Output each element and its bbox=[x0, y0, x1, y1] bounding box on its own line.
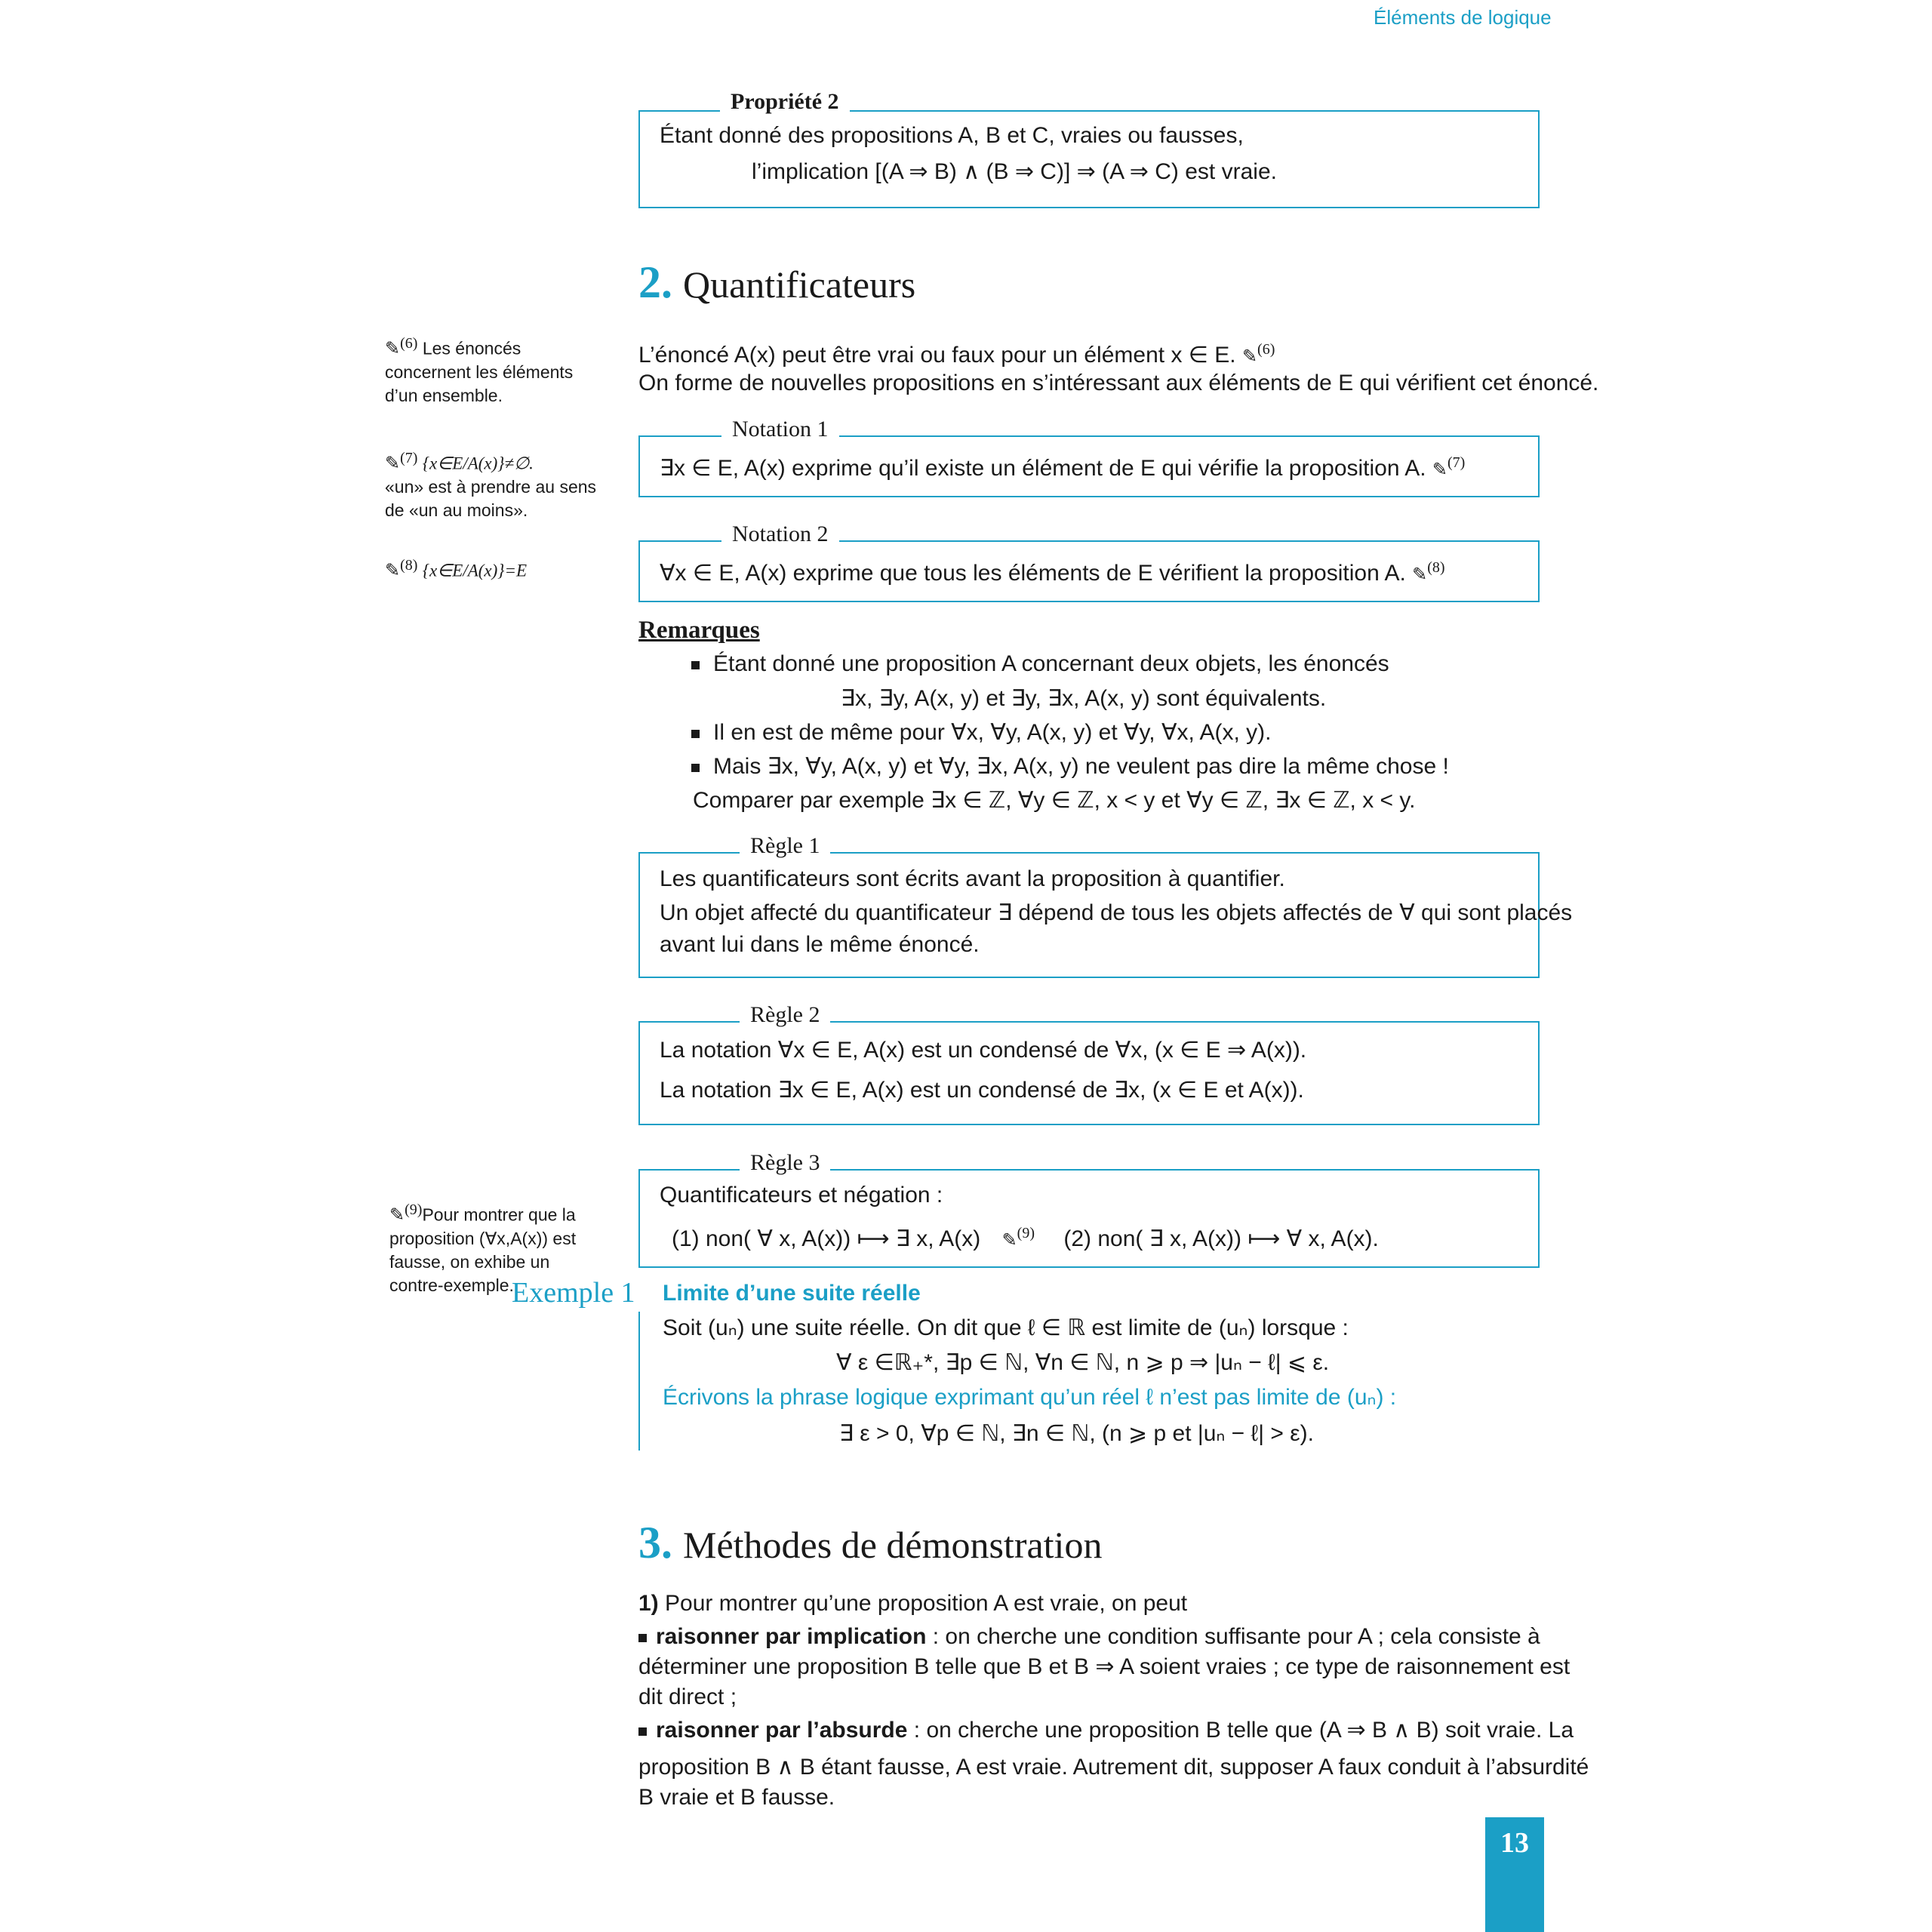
exemple-1-formula-2: ∃ ε > 0, ∀p ∈ ℕ, ∃n ∈ ℕ, (n ⩾ p et |uₙ − ℓ| > ε). bbox=[839, 1421, 1314, 1446]
sidenote-8-formula: {x∈E/A(x)}=E bbox=[422, 561, 528, 580]
note-ref-8: (8) bbox=[1427, 559, 1445, 576]
regle-3-title: Règle 3 bbox=[740, 1150, 830, 1176]
running-head: Éléments de logique bbox=[1374, 6, 1552, 29]
sidenote-6-label: (6) bbox=[400, 335, 418, 352]
exemple-1-label: Exemple 1 bbox=[512, 1277, 635, 1309]
regle-1-line-3: avant lui dans le même énoncé. bbox=[660, 932, 980, 957]
regle-1-title: Règle 1 bbox=[740, 833, 830, 859]
remarques-item-1-text: Étant donné une proposition A concernant deux objets, les énoncés bbox=[713, 651, 1389, 676]
notation-1-body: ∃x ∈ E, A(x) exprime qu’il existe un élément de E qui vérifie la proposition A. bbox=[660, 456, 1426, 481]
page-number: 13 bbox=[1500, 1827, 1529, 1859]
bullet-icon bbox=[638, 1727, 647, 1736]
regle-3-line-2 bbox=[672, 1218, 1379, 1256]
bullet-icon bbox=[638, 1634, 647, 1642]
remarques-item-2-text: Il en est de même pour ∀x, ∀y, A(x, y) et ∀y, ∀x, A(x, y). bbox=[713, 720, 1272, 745]
section-3-number: 3. bbox=[638, 1518, 672, 1567]
pencil-icon: ✎ bbox=[1241, 346, 1258, 367]
sidenote-9-label: (9) bbox=[405, 1201, 423, 1218]
section-3-p1 bbox=[638, 1589, 1187, 1619]
section-2-heading bbox=[638, 257, 915, 309]
section-2-intro-line-1 bbox=[638, 334, 1275, 372]
notation-1-title: Notation 1 bbox=[721, 417, 839, 442]
section-3-bullet-1-bold: raisonner par implication bbox=[656, 1624, 927, 1649]
exemple-1-formula-1: ∀ ε ∈ℝ₊*, ∃p ∈ ℕ, ∀n ∈ ℕ, n ⩾ p ⇒ |uₙ − ℓ| ⩽ ε. bbox=[836, 1350, 1330, 1375]
section-3-bullet-1-line-1 bbox=[638, 1622, 1540, 1652]
note-ref-7: (7) bbox=[1447, 454, 1466, 471]
regle-3-part-2: (2) non( ∃ x, A(x)) ⟼ ∀ x, A(x). bbox=[1063, 1226, 1379, 1251]
regle-2-line-2: La notation ∃x ∈ E, A(x) est un condensé de ∃x, (x ∈ E et A(x)). bbox=[660, 1078, 1304, 1103]
remarques-title: Remarques bbox=[638, 617, 760, 644]
sidenote-7 bbox=[385, 447, 604, 522]
remarques-item-1-formula: ∃x, ∃y, A(x, y) et ∃y, ∃x, A(x, y) sont équivalents. bbox=[841, 686, 1327, 711]
exemple-1-line-1: Soit (uₙ) une suite réelle. On dit que ℓ ∈ ℝ est limite de (uₙ) lorsque : bbox=[663, 1315, 1349, 1340]
section-2-title: Quantificateurs bbox=[683, 263, 916, 306]
sidenote-8-label: (8) bbox=[400, 557, 418, 574]
pencil-icon: ✎ bbox=[385, 453, 401, 474]
regle-2-title: Règle 2 bbox=[740, 1002, 830, 1028]
section-3-bullet-1-line-2: déterminer une proposition B telle que B et B ⇒ A soient vraies ; ce type de raisonnement est bbox=[638, 1654, 1571, 1679]
sidenote-8 bbox=[385, 554, 604, 583]
section-3-p1-text: Pour montrer qu’une proposition A est vraie, on peut bbox=[665, 1591, 1188, 1616]
section-3-bullet-1-line-3: dit direct ; bbox=[638, 1684, 737, 1709]
propriete-2-title: Propriété 2 bbox=[720, 89, 850, 115]
note-ref-6: (6) bbox=[1257, 341, 1275, 358]
propriete-2-line-2: l’implication [(A ⇒ B) ∧ (B ⇒ C)] ⇒ (A ⇒ C) est vraie. bbox=[752, 159, 1277, 184]
exemple-1-question: Écrivons la phrase logique exprimant qu’un réel ℓ n’est pas limite de (uₙ) : bbox=[663, 1385, 1397, 1410]
notation-2-title: Notation 2 bbox=[721, 521, 839, 547]
sidenote-6 bbox=[385, 332, 589, 408]
pencil-icon: ✎ bbox=[1001, 1230, 1017, 1251]
bullet-icon bbox=[691, 730, 700, 738]
regle-3-line-1: Quantificateurs et négation : bbox=[660, 1183, 943, 1208]
pencil-icon: ✎ bbox=[385, 560, 401, 581]
section-2-number: 2. bbox=[638, 257, 672, 307]
sidenote-9-text: Pour montrer que la proposition (∀x,A(x)) est fausse, on exhibe un contre-exemple. bbox=[389, 1204, 577, 1295]
notation-2-body: ∀x ∈ E, A(x) exprime que tous les éléments de E vérifient la proposition A. bbox=[660, 561, 1406, 586]
intro-text: L’énoncé A(x) peut être vrai ou faux pour un élément x ∈ E. bbox=[638, 343, 1236, 368]
regle-3-part-1: (1) non( ∀ x, A(x)) ⟼ ∃ x, A(x) bbox=[672, 1226, 981, 1251]
section-3-bullet-2-line-2: proposition B ∧ B étant fausse, A est vraie. Autrement dit, supposer A faux conduit à l’absurdité bbox=[638, 1755, 1589, 1780]
remarques-compare: Comparer par exemple ∃x ∈ ℤ, ∀y ∈ ℤ, x < y et ∀y ∈ ℤ, ∃x ∈ ℤ, x < y. bbox=[693, 788, 1416, 813]
section-3-bullet-2-line-3: B vraie et B fausse. bbox=[638, 1785, 835, 1810]
section-3-bullet-2-bold: raisonner par l’absurde bbox=[656, 1718, 908, 1743]
section-3-p1-number: 1) bbox=[638, 1591, 659, 1616]
section-3-title: Méthodes de démonstration bbox=[683, 1524, 1103, 1566]
propriete-2-line-1: Étant donné des propositions A, B et C, vraies ou fausses, bbox=[660, 123, 1244, 148]
sidenote-7-label: (7) bbox=[400, 450, 418, 466]
bullet-icon bbox=[691, 661, 700, 669]
exemple-1-title: Limite d’une suite réelle bbox=[663, 1281, 921, 1306]
section-2-intro-line-2: On forme de nouvelles propositions en s’intéressant aux éléments de E qui vérifient cet énoncé. bbox=[638, 371, 1599, 395]
pencil-icon: ✎ bbox=[1432, 460, 1448, 480]
section-3-bullet-2-line-1 bbox=[638, 1715, 1574, 1746]
remarques-item-2 bbox=[691, 718, 1272, 748]
regle-1-line-2: Un objet affecté du quantificateur ∃ dépend de tous les objets affectés de ∀ qui sont placés bbox=[660, 900, 1573, 925]
sidenote-6-text: Les énoncés concernent les éléments d’un ensemble. bbox=[385, 338, 574, 405]
pencil-icon: ✎ bbox=[1412, 565, 1428, 585]
regle-2-line-1: La notation ∀x ∈ E, A(x) est un condensé de ∀x, (x ∈ E ⇒ A(x)). bbox=[660, 1038, 1307, 1063]
remarques-item-1 bbox=[691, 649, 1389, 679]
remarques-item-3-text: Mais ∃x, ∀y, A(x, y) et ∀y, ∃x, A(x, y) ne veulent pas dire la même chose ! bbox=[713, 754, 1449, 779]
sidenote-7-formula: {x∈E/A(x)}≠∅. bbox=[422, 454, 534, 473]
section-3-bullet-2-text: : on cherche une proposition B telle que (A ⇒ B ∧ B) soit vraie. La bbox=[907, 1718, 1574, 1743]
remarques-item-3 bbox=[691, 752, 1449, 782]
exemple-1-rule bbox=[638, 1312, 640, 1451]
bullet-icon bbox=[691, 764, 700, 772]
regle-1-line-1: Les quantificateurs sont écrits avant la proposition à quantifier. bbox=[660, 866, 1285, 891]
notation-2-text bbox=[660, 552, 1445, 590]
pencil-icon: ✎ bbox=[385, 338, 401, 359]
sidenote-7-text: «un» est à prendre au sens de «un au moins». bbox=[385, 476, 597, 520]
note-ref-9: (9) bbox=[1017, 1225, 1035, 1241]
section-3-heading bbox=[638, 1517, 1102, 1569]
pencil-icon: ✎ bbox=[389, 1204, 405, 1226]
notation-1-text bbox=[660, 448, 1465, 485]
section-3-bullet-1-text: : on cherche une condition suffisante pour A ; cela consiste à bbox=[926, 1624, 1540, 1649]
